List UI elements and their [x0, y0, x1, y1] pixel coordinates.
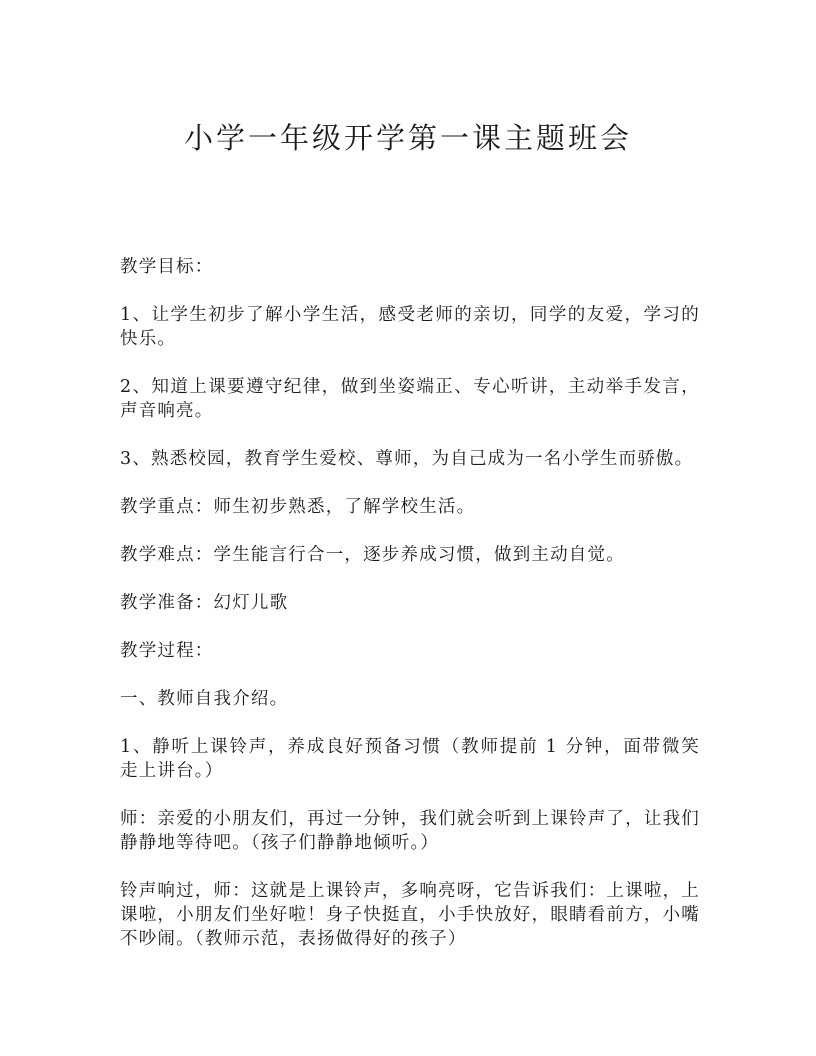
objective-item-3: 3、熟悉校园，教育学生爱校、尊师，为自己成为一名小学生而骄傲。	[120, 449, 694, 469]
section-heading-process: 教学过程：	[120, 641, 214, 661]
teacher-dialogue-2: 铃声响过，师：这就是上课铃声，多响亮呀，它告诉我们：上课啦，上课啦，小朋友们坐好啦！身子快挺直，小手快放好，眼睛看前方，小嘴不吵闹。（教师示范，表扬做得好的孩子）	[120, 881, 700, 949]
teaching-preparation: 教学准备：幻灯儿歌	[120, 593, 289, 613]
teaching-focus: 教学重点：师生初步熟悉，了解学校生活。	[120, 497, 476, 517]
process-substep-1: 1、静听上课铃声，养成良好预备习惯（教师提前 1 分钟，面带微笑走上讲台。）	[120, 737, 700, 781]
document-title: 小学一年级开学第一课主题班会	[183, 121, 632, 155]
process-step-1-heading: 一、教师自我介绍。	[120, 689, 289, 709]
objective-item-2: 2、知道上课要遵守纪律，做到坐姿端正、专心听讲，主动举手发言，声音响亮。	[120, 377, 700, 421]
teacher-dialogue-1: 师：亲爱的小朋友们，再过一分钟，我们就会听到上课铃声了，让我们静静地等待吧。（孩子们静静地倾听。）	[120, 809, 700, 853]
section-heading-objectives: 教学目标：	[120, 257, 214, 277]
objective-item-1: 1、让学生初步了解小学生活，感受老师的亲切，同学的友爱，学习的快乐。	[120, 305, 700, 349]
teaching-difficulty: 教学难点：学生能言行合一，逐步养成习惯，做到主动自觉。	[120, 545, 625, 565]
document-body	[120, 255, 700, 975]
